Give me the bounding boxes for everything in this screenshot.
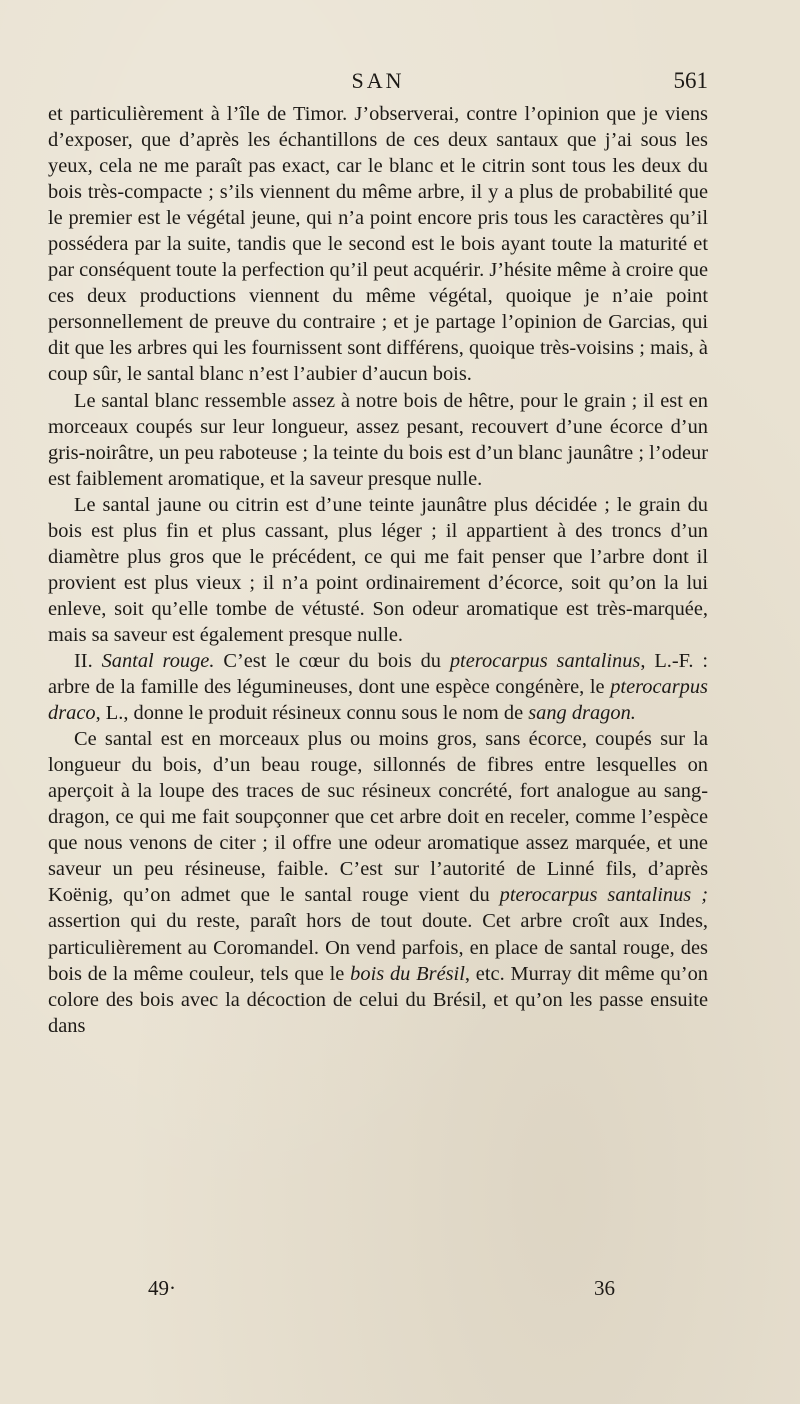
paragraph bbox=[48, 388, 708, 492]
paragraph bbox=[48, 648, 708, 726]
sheet-number: 36 bbox=[594, 1276, 615, 1300]
text-run: Le santal blanc ressemble assez à notre bois de hêtre, pour le grain ; il est en morceaux coupés sur leur longueur, assez pesant, recouvert d’une écorce d’un gris-noirâtre, un peu raboteuse ; la teinte du bois est d’un blanc jaunâtre ; l’odeur est faiblement aromatique, et la saveur presque nulle. bbox=[48, 389, 708, 490]
italic-run: bois du Brésil bbox=[350, 962, 465, 985]
signature-mark: 49· bbox=[148, 1276, 176, 1300]
text-run: II. bbox=[74, 649, 102, 672]
page-number: 561 bbox=[673, 68, 708, 93]
text-run: Ce santal est en morceaux plus ou moins gros, sans écorce, coupés sur la longueur du bois, d’un beau rouge, sillonnés de fibres entre lesquelles on aperçoit à la loupe des traces de suc résineux concrété, fort analogue au sang-dragon, ce qui me fait soupçonner que cet arbre doit en receler, comme l’espèce que nous venons de citer ; il offre une odeur aromatique assez marquée, et une saveur un peu résineuse, faible. C’est sur l’autorité de Linné fils, d’après Koënig, qu’on admet que le santal rouge vient du bbox=[48, 728, 708, 907]
italic-run: pterocarpus santalinus bbox=[449, 649, 641, 672]
italic-run: sang dragon. bbox=[528, 702, 636, 725]
body-text bbox=[48, 101, 708, 1039]
paragraph bbox=[48, 101, 708, 388]
paragraph bbox=[48, 726, 708, 1039]
text-run: et particulièrement à l’île de Timor. J’observerai, contre l’opinion que je viens d’exposer, que d’après les échantillons de ces deux santaux que j’ai sous les yeux, cela ne me paraît pas exact, car le blanc et le citrin sont tous les deux du bois très-compacte ; s’ils viennent du même arbre, il y a plus de probabilité que le premier est le végétal jeune, qui n’a point encore pris tous les caractères qu’il possédera par la suite, tandis que le second est le bois ayant toute la maturité et par conséquent toute la perfection qu’il peut acquérir. J’hésite même à croire que ces deux productions viennent du même végétal, quoique je n’aie point personnellement de preuve du contraire ; et je partage l’opinion de Garcias, qui dit que les arbres qui les fournissent sont différens, quoique très-voisins ; mais, à coup sûr, le santal blanc n’est l’aubier d’aucun bois. bbox=[48, 103, 708, 386]
italic-run: Santal rouge. bbox=[101, 649, 215, 672]
page-footer bbox=[48, 1276, 708, 1306]
page-header bbox=[48, 68, 708, 104]
text-run: , etc. Murray dit même qu’on colore des bois avec la décoction de celui du Brésil, et qu’on les passe ensuite dans bbox=[48, 962, 708, 1037]
text-run: Le santal jaune ou citrin est d’une teinte jaunâtre plus décidée ; le grain du bois est plus fin et plus cassant, plus léger ; il appartient à des troncs d’un diamètre plus gros que le précédent, ce qui me fait penser que l’arbre dont il provient est plus vieux ; il n’a point ordinairement d’écorce, soit qu’on la lui enleve, soit qu’elle tombe de vétusté. Son odeur aromatique est très-marquée, mais sa saveur est également presque nulle. bbox=[48, 493, 708, 646]
text-run: assertion qui du reste, paraît hors de tout doute. Cet arbre croît aux Indes, particulièrement au Coromandel. On vend parfois, en place de santal rouge, des bois de la même couleur, tels que le bbox=[48, 910, 708, 985]
italic-run: pterocarpus santalinus ; bbox=[499, 884, 709, 907]
text-run: , L., donne le produit résineux connu sous le nom de bbox=[95, 702, 529, 725]
italic-run: pterocarpus draco bbox=[48, 676, 708, 725]
text-run: C’est le cœur du bois du bbox=[214, 649, 450, 672]
running-head: SAN bbox=[351, 68, 405, 93]
text-run: , L.-F. : arbre de la famille des légumineuses, dont une espèce congénère, le bbox=[48, 649, 709, 699]
paragraph bbox=[48, 492, 708, 648]
